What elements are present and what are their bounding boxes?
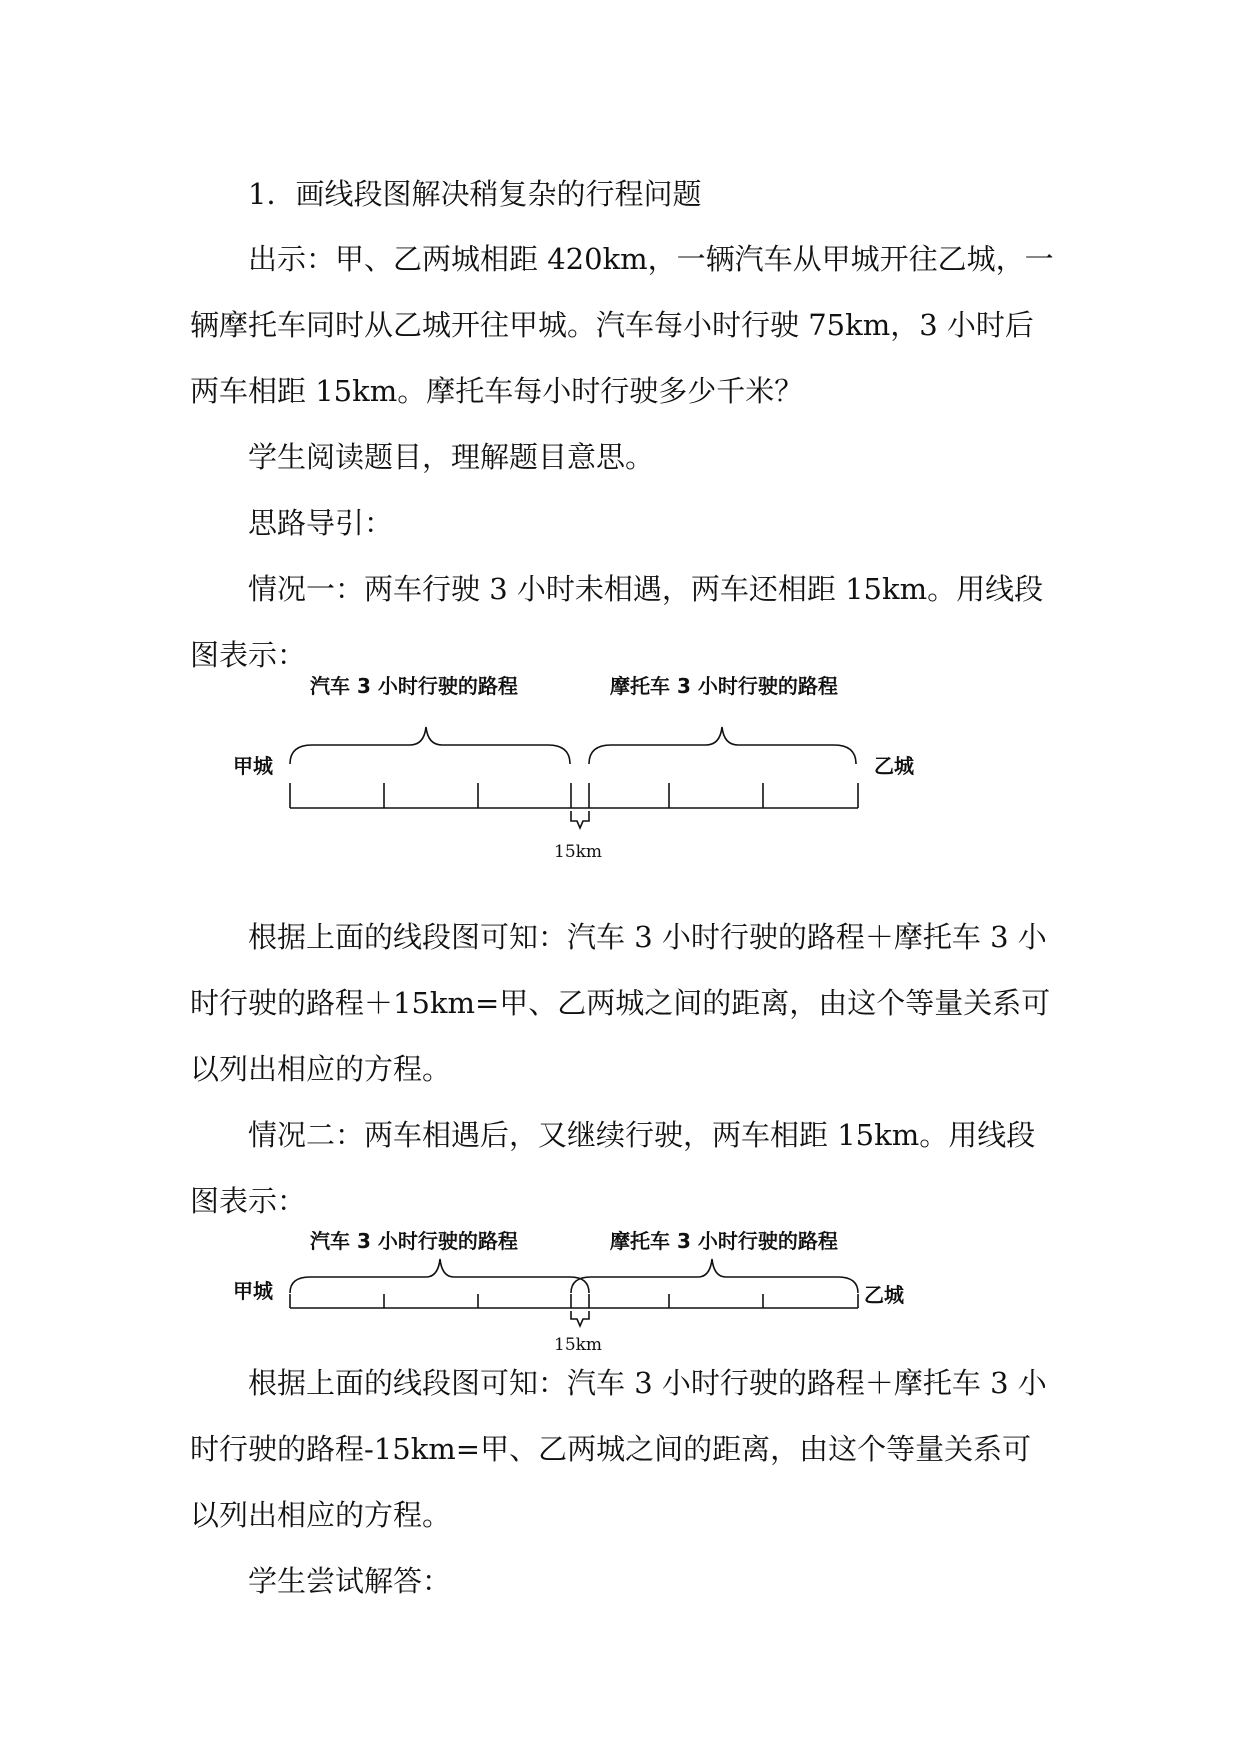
city-a-label: 甲城 <box>233 754 273 778</box>
case-one-text: 情况一：两车行驶 3 小时未相遇，两车还相距 15km。用线段图表示： <box>190 572 1044 672</box>
line-diagram-case-two <box>0 1225 1241 1355</box>
problem-statement: 出示：甲、乙两城相距 420km，一辆汽车从甲城开往乙城，一辆摩托车同时从乙城开往甲城。汽车每小时行驶 75km，3 小时后两车相距 15km。摩托车每小时行驶多少千米？ <box>190 242 1054 408</box>
motorcycle-brace <box>571 1259 858 1293</box>
gap-label: 15km <box>554 842 603 862</box>
thinking-guide-label: 思路导引： <box>248 506 394 540</box>
case-one-conclusion: 根据上面的线段图可知：汽车 3 小时行驶的路程＋摩托车 3 小时行驶的路程＋15km=甲、乙两城之间的距离，由这个等量关系可以列出相应的方程。 <box>190 920 1051 1086</box>
car-brace <box>290 727 570 764</box>
car-distance-label: 汽车 3 小时行驶的路程 <box>310 674 518 698</box>
motorcycle-distance-label: 摩托车 3 小时行驶的路程 <box>610 1229 838 1253</box>
car-brace <box>290 1259 589 1293</box>
motorcycle-distance-label: 摩托车 3 小时行驶的路程 <box>610 674 838 698</box>
gap-brace <box>571 811 589 828</box>
gap-label: 15km <box>554 1335 603 1355</box>
line-diagram-case-one <box>0 665 1241 865</box>
city-b-label: 乙城 <box>874 754 914 778</box>
case-two-text: 情况二：两车相遇后，又继续行驶，两车相距 15km。用线段图表示： <box>190 1118 1036 1218</box>
reading-instruction: 学生阅读题目，理解题目意思。 <box>248 440 655 474</box>
city-b-label: 乙城 <box>864 1283 904 1307</box>
city-a-label: 甲城 <box>233 1279 273 1303</box>
gap-brace <box>571 1311 589 1326</box>
student-attempt-label: 学生尝试解答： <box>248 1564 452 1598</box>
motorcycle-brace <box>589 727 856 764</box>
case-two-conclusion: 根据上面的线段图可知：汽车 3 小时行驶的路程＋摩托车 3 小时行驶的路程-15km=甲、乙两城之间的距离，由这个等量关系可以列出相应的方程。 <box>190 1366 1047 1532</box>
car-distance-label: 汽车 3 小时行驶的路程 <box>310 1229 518 1253</box>
section-heading: 1．画线段图解决稍复杂的行程问题 <box>248 177 702 211</box>
